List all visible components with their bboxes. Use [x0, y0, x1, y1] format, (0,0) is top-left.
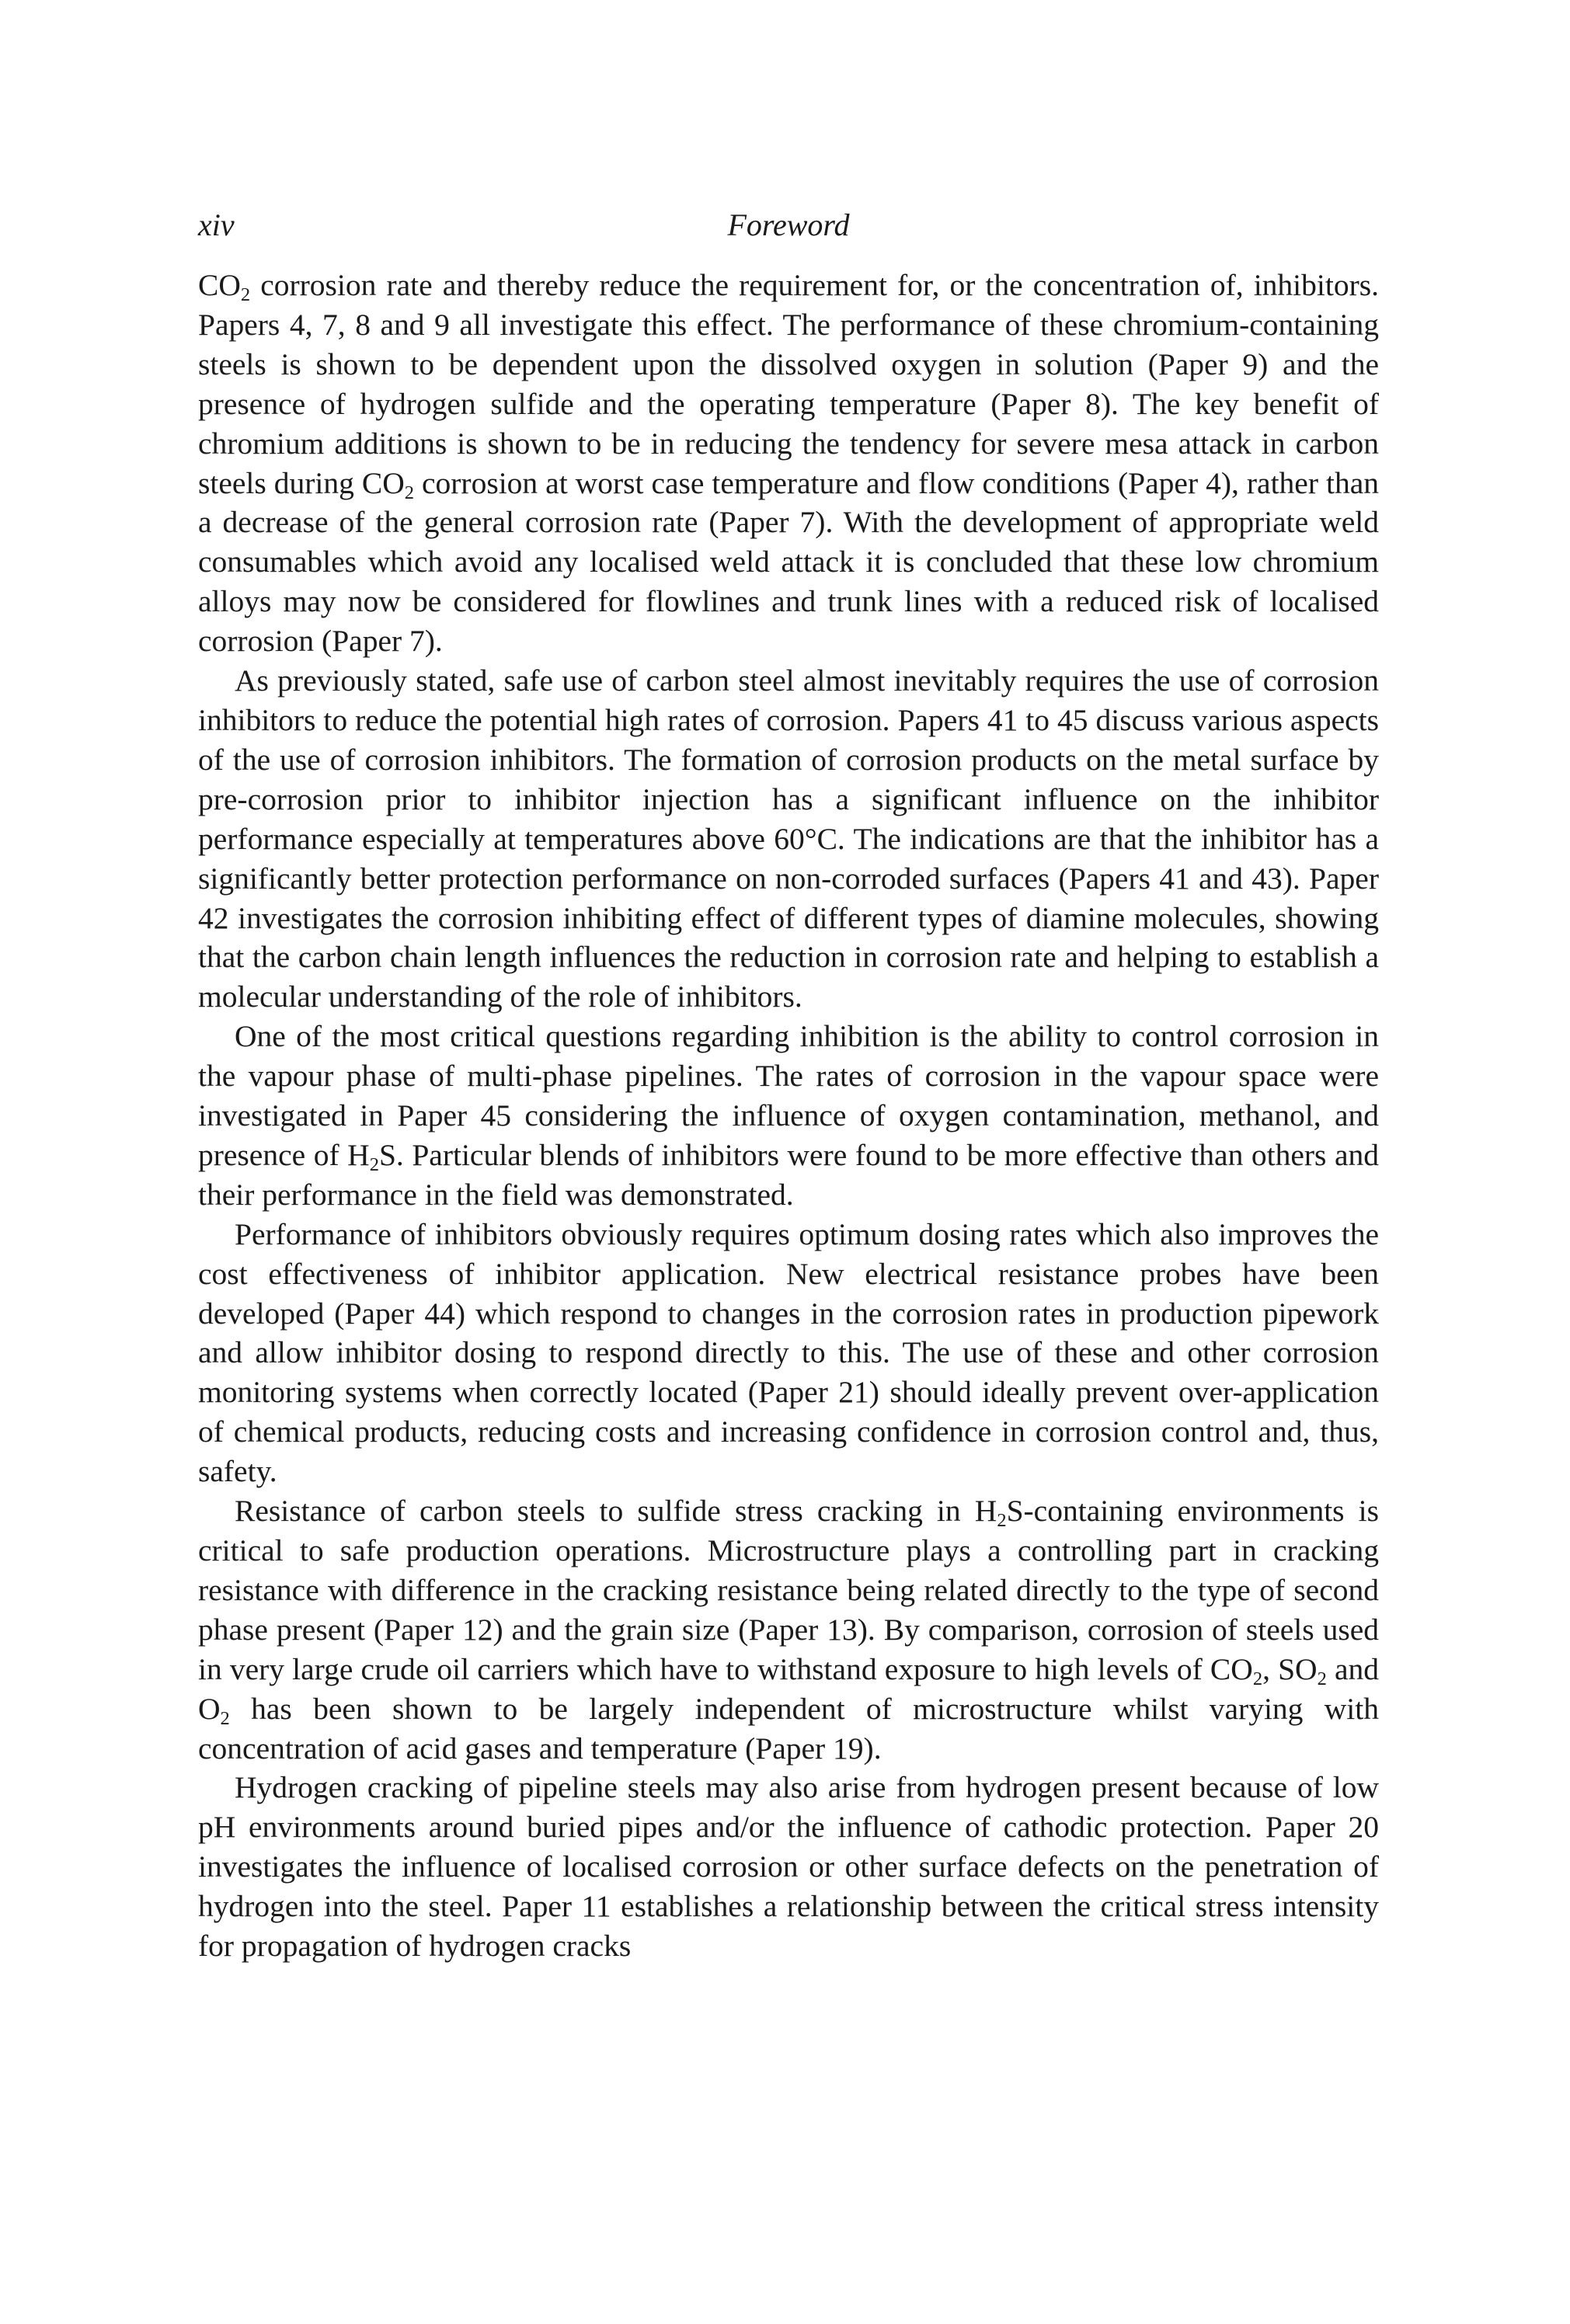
text-fragment: CO: [198, 268, 241, 302]
paragraph: [198, 1017, 1379, 1215]
text-fragment: Performance of inhibitors obviously requires optimum dosing rates which also improves the cost effectiveness of inhibitor application. New electrical resistance probes have been developed (Paper 44) which respond to changes in the corrosion rates in production pipework and allow inhibitor dosing to respond directly to this. The use of these and other corrosion monitoring systems when correctly located (Paper 21) should ideally prevent over-application of chemical products, reducing costs and increasing confidence in corrosion control and, thus, safety.: [198, 1216, 1379, 1489]
subscript: 2: [369, 1153, 379, 1175]
subscript: 2: [1317, 1668, 1327, 1689]
text-fragment: S-containing environments is critical to safe production operations. Microstructure plays a controlling part in cracking resistance with difference in the cracking resistance being related directly to the type of second phase present (Paper 12) and the grain size (Paper 13). By comparison, corrosion of steels used in very large crude oil carriers which have to withstand exposure to high levels of CO: [198, 1494, 1380, 1686]
paragraph: [198, 661, 1379, 1017]
page: [198, 207, 1380, 1966]
subscript: 2: [404, 482, 414, 503]
text-fragment: One of the most critical questions regarding inhibition is the ability to control corrosion in the vapour phase of multi-phase pipelines. The rates of corrosion in the vapour space were investigated in Paper 45 considering the influence of oxygen contamination, methanol, and presence of H: [198, 1019, 1379, 1172]
subscript: 2: [220, 1707, 230, 1729]
subscript: 2: [1252, 1668, 1263, 1689]
subscript: 2: [240, 284, 251, 305]
paragraph: [198, 1768, 1379, 1966]
section-title: Foreword: [727, 207, 850, 242]
text-fragment: Hydrogen cracking of pipeline steels may also arise from hydrogen present because of low pH environments around buried pipes and/or the influence of cathodic protection. Paper 20 investigates the influence of localised corrosion or other surface defects on the penetration of hydrogen into the steel. Paper 11 establishes a relationship between the critical stress intensity for propagation of hydrogen cracks: [198, 1770, 1379, 1964]
running-head: [198, 207, 1379, 256]
text-fragment: As previously stated, safe use of carbon steel almost inevitably requires the use of corrosion inhibitors to reduce the potential high rates of corrosion. Papers 41 to 45 discuss various aspects of the use of corrosion inhibitors. The formation of corrosion products on the metal surface by pre-corrosion prior to inhibitor injection has a significant influence on the inhibitor performance especially at temperatures above 60°C. The indications are that the inhibitor has a significantly better protection performance on non-corroded surfaces (Papers 41 and 43). Paper 42 investigates the corrosion inhibiting effect of different types of diamine molecules, showing that the carbon chain length influences the reduction in corrosion rate and helping to establish a molecular understanding of the role of inhibitors.: [198, 663, 1379, 1014]
text-fragment: S. Particular blends of inhibitors were found to be more effective than others and their performance in the field was demonstrated.: [198, 1137, 1379, 1212]
body-text: [198, 266, 1379, 1966]
text-fragment: corrosion rate and thereby reduce the requirement for, or the concentration of, inhibitors. Papers 4, 7, 8 and 9 all investigate this effect. The performance of these chromium-containing steels is shown to be dependent upon the dissolved oxygen in solution (Paper 9) and the presence of hydrogen sulfide and the operating temperature (Paper 8). The key benefit of chromium additions is shown to be in reducing the tendency for severe mesa attack in carbon steels during CO: [198, 268, 1379, 500]
text-fragment: has been shown to be largely independent of microstructure whilst varying with concentration of acid gases and temperature (Paper 19).: [198, 1691, 1379, 1766]
page-number: xiv: [198, 207, 235, 242]
text-fragment: , SO: [1262, 1651, 1318, 1686]
paragraph: [198, 266, 1379, 661]
text-fragment: Resistance of carbon steels to sulfide stress cracking in H: [235, 1494, 997, 1529]
paragraph: [198, 1491, 1379, 1768]
text-fragment: corrosion at worst case temperature and flow conditions (Paper 4), rather than a decrease of the general corrosion rate (Paper 7). With the development of appropriate weld consumables which avoid any localised weld attack it is concluded that these low chromium alloys may now be considered for flowlines and trunk lines with a reduced risk of localised corrosion (Paper 7).: [198, 465, 1379, 659]
paragraph: [198, 1215, 1379, 1491]
text-fragment: and O: [198, 1651, 1379, 1726]
subscript: 2: [997, 1509, 1007, 1531]
